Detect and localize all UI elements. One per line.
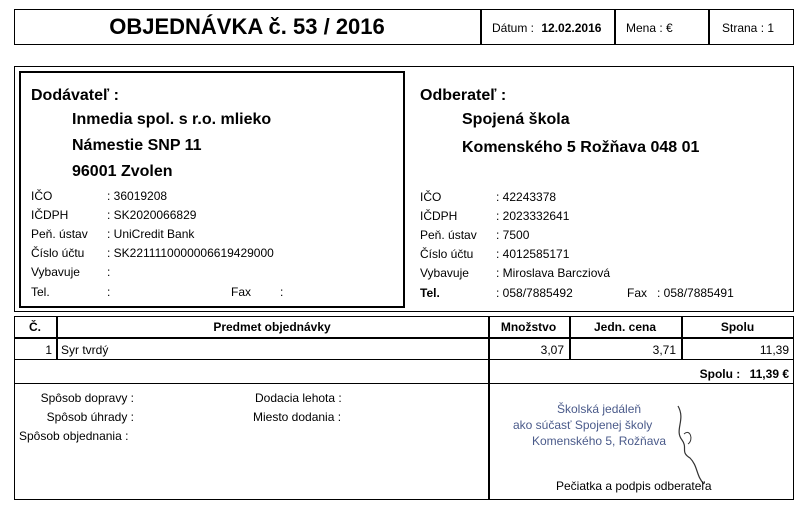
grand-total-label: Spolu : (699, 367, 741, 381)
grand-total-value: 11,39 € (749, 367, 789, 381)
supplier-ico-value: : 36019208 (107, 189, 168, 203)
col-header-item: Predmet objednávky (213, 320, 331, 334)
customer-name: Spojená škola (462, 111, 570, 128)
supplier-fax-value: : (280, 285, 284, 299)
supplier-fax-label: Fax (231, 285, 252, 299)
supplier-account-label: Číslo účtu (31, 246, 85, 260)
supplier-name: Inmedia spol. s r.o. mlieko (72, 111, 272, 128)
delivery-term-label: Dodacia lehota : (255, 391, 342, 405)
stamp-line-1: Školská jedáleň (557, 402, 642, 416)
table-header-line (14, 337, 794, 339)
payment-label: Spôsob úhrady : (46, 410, 134, 424)
col-header-unit-price: Jedn. cena (593, 320, 657, 334)
customer-ico-value: : 42243378 (496, 190, 557, 204)
supplier-handler-value: : (107, 265, 111, 279)
customer-tel-value: : 058/7885492 (496, 286, 573, 300)
customer-ico-label: IČO (420, 190, 442, 204)
customer-handler-label: Vybavuje (420, 266, 469, 280)
ordering-label: Spôsob objednania : (19, 429, 129, 443)
header-divider-3 (708, 9, 710, 45)
supplier-tel-value: : (107, 285, 111, 299)
supplier-bank-label: Peň. ústav (31, 227, 88, 241)
page-title: OBJEDNÁVKA č. 53 / 2016 (109, 14, 385, 39)
supplier-street: Námestie SNP 11 (72, 137, 202, 154)
supplier-icdph-value: : SK2020066829 (107, 208, 197, 222)
date-label: Dátum : (492, 21, 535, 35)
supplier-handler-label: Vybavuje (31, 265, 80, 279)
delivery-place-label: Miesto dodania : (253, 410, 342, 424)
row-item: Syr tvrdý (61, 343, 109, 357)
col-header-quantity: Množstvo (500, 320, 557, 334)
col-header-total: Spolu (720, 320, 755, 334)
customer-tel-label: Tel. (420, 286, 440, 300)
footer-divider (488, 384, 490, 500)
date-field (492, 21, 601, 35)
header-divider-2 (614, 9, 616, 45)
supplier-bank-value: : UniCredit Bank (107, 227, 195, 241)
col-header-number: Č. (29, 320, 41, 334)
customer-fax-value: : 058/7885491 (657, 286, 734, 300)
supplier-account-value: : SK2211110000006619429000 (107, 246, 274, 260)
row-total: 11,39 (759, 343, 789, 357)
customer-fax-label: Fax (627, 286, 648, 300)
supplier-tel-label: Tel. (31, 285, 50, 299)
customer-heading: Odberateľ : (420, 87, 507, 104)
customer-handler-value: : Miroslava Barcziová (496, 266, 611, 280)
customer-bank-label: Peň. ústav (420, 228, 477, 242)
signature-scribble (660, 400, 730, 490)
stamp-line-2: ako súčasť Spojenej školy (513, 418, 653, 432)
supplier-ico-label: IČO (31, 189, 53, 203)
transport-label: Spôsob dopravy : (40, 391, 134, 405)
signature-caption: Pečiatka a podpis odberateľa (556, 479, 712, 493)
supplier-icdph-label: IČDPH (31, 208, 69, 222)
currency-field: Mena : € (626, 21, 673, 35)
date-value: 12.02.2016 (541, 21, 602, 35)
grand-total (488, 367, 789, 381)
row-number: 1 (45, 343, 52, 357)
page-number: Strana : 1 (722, 21, 775, 35)
customer-account-label: Číslo účtu (420, 247, 474, 261)
stamp-line-3: Komenského 5, Rožňava (532, 434, 667, 448)
header-divider-1 (480, 9, 482, 45)
customer-address: Komenského 5 Rožňava 048 01 (462, 139, 700, 156)
supplier-heading: Dodávateľ : (31, 87, 119, 104)
customer-icdph-label: IČDPH (420, 209, 458, 223)
row-unit-price: 3,71 (652, 343, 676, 357)
customer-bank-value: : 7500 (496, 228, 530, 242)
supplier-city: 96001 Zvolen (72, 163, 173, 180)
customer-account-value: : 4012585171 (496, 247, 570, 261)
customer-icdph-value: : 2023332641 (496, 209, 570, 223)
row-quantity: 3,07 (540, 343, 564, 357)
